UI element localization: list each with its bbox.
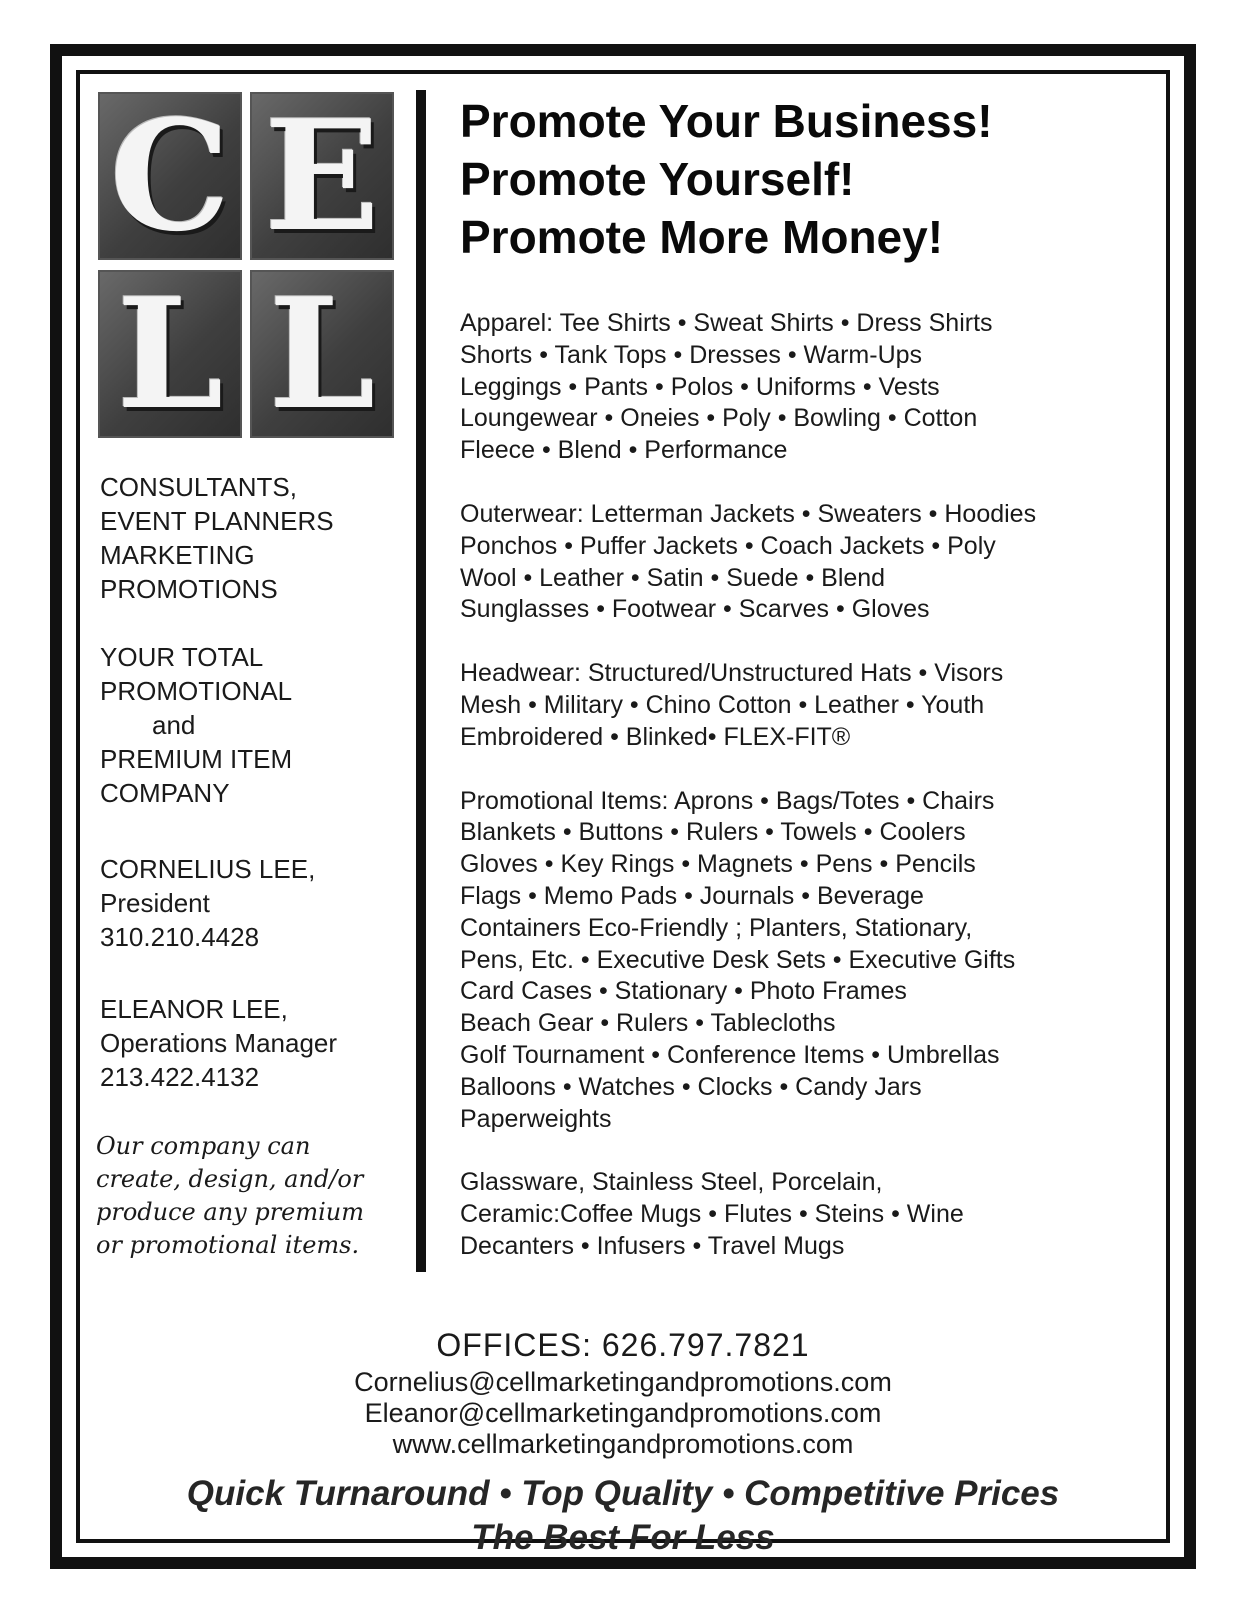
- service-line: CONSULTANTS,: [100, 472, 297, 502]
- cell-logo: [98, 86, 394, 443]
- tagline-line: or promotional items.: [96, 1231, 360, 1259]
- category-line: Sunglasses • Footwear • Scarves • Gloves: [460, 595, 930, 624]
- email-eleanor: Eleanor@cellmarketingandpromotions.com: [364, 1398, 882, 1428]
- contact-eleanor: [100, 992, 410, 1094]
- category-glassware: [460, 1167, 1176, 1262]
- offices-contact: [80, 1325, 1166, 1460]
- category-line: Containers Eco-Friendly ; Planters, Stationary,: [460, 913, 973, 942]
- logo-letter: L: [116, 264, 224, 443]
- contact-phone: 310.210.4428: [100, 922, 260, 952]
- category-line: Wool • Leather • Satin • Suede • Blend: [460, 563, 886, 592]
- slogan-line: Quick Turnaround • Top Quality • Competitive Prices: [186, 1474, 1060, 1513]
- logo-tile: [250, 86, 394, 265]
- logo-tile: [98, 86, 242, 265]
- company-line: PROMOTIONAL: [100, 676, 293, 706]
- category-line: Card Cases • Stationary • Photo Frames: [460, 977, 907, 1006]
- headline-line: Promote More Money!: [460, 211, 944, 263]
- company-line: and: [152, 710, 196, 740]
- slogan-line: The Best For Less: [471, 1518, 775, 1557]
- category-line: Beach Gear • Rulers • Tablecloths: [460, 1009, 836, 1038]
- services-list: [100, 470, 410, 606]
- category-line: Glassware, Stainless Steel, Porcelain,: [460, 1168, 883, 1197]
- offices-phone: OFFICES: 626.797.7821: [436, 1327, 810, 1363]
- category-line: Shorts • Tank Tops • Dresses • Warm-Ups: [460, 340, 923, 369]
- category-line: Embroidered • Blinked• FLEX-FIT®: [460, 722, 851, 751]
- category-line: Pens, Etc. • Executive Desk Sets • Executive Gifts: [460, 945, 1016, 974]
- headline: [460, 92, 1180, 266]
- category-line: Decanters • Infusers • Travel Mugs: [460, 1231, 845, 1260]
- service-line: MARKETING: [100, 540, 255, 570]
- contact-name: ELEANOR LEE,: [100, 994, 288, 1024]
- category-line: Gloves • Key Rings • Magnets • Pens • Pencils: [460, 850, 976, 879]
- category-line: Blankets • Buttons • Rulers • Towels • Coolers: [460, 818, 966, 847]
- company-line: COMPANY: [100, 778, 230, 808]
- logo-tile: [98, 264, 242, 443]
- product-categories: [460, 308, 1176, 1295]
- company-tagline: [96, 1130, 406, 1262]
- category-line: Paperweights: [460, 1104, 612, 1133]
- category-line: Ceramic:Coffee Mugs • Flutes • Steins • Wine: [460, 1200, 964, 1229]
- headline-line: Promote Yourself!: [460, 153, 855, 205]
- website: www.cellmarketingandpromotions.com: [392, 1429, 854, 1459]
- vertical-divider: [416, 90, 426, 1272]
- category-line: Fleece • Blend • Performance: [460, 436, 788, 465]
- company-description: [100, 640, 410, 810]
- logo-tile: [250, 264, 394, 443]
- category-line: Promotional Items: Aprons • Bags/Totes • Chairs: [460, 786, 995, 815]
- contact-title: Operations Manager: [100, 1028, 338, 1058]
- contact-name: CORNELIUS LEE,: [100, 854, 316, 884]
- slogan: [80, 1472, 1166, 1560]
- tagline-line: produce any premium: [96, 1198, 365, 1226]
- logo-letter: L: [268, 264, 376, 443]
- contact-cornelius: [100, 852, 410, 954]
- category-line: Outerwear: Letterman Jackets • Sweaters • Hoodies: [460, 499, 1037, 528]
- category-outerwear: [460, 499, 1176, 626]
- tagline-line: Our company can: [96, 1132, 311, 1160]
- category-apparel: [460, 308, 1176, 467]
- headline-line: Promote Your Business!: [460, 95, 993, 147]
- service-line: EVENT PLANNERS: [100, 506, 334, 536]
- category-line: Loungewear • Oneies • Poly • Bowling • Cotton: [460, 404, 978, 433]
- logo-letter: E: [264, 86, 380, 265]
- category-line: Ponchos • Puffer Jackets • Coach Jackets • Poly: [460, 531, 996, 560]
- tagline-line: create, design, and/or: [96, 1165, 364, 1193]
- logo-letter: C: [109, 86, 231, 265]
- service-line: PROMOTIONS: [100, 574, 278, 604]
- category-headwear: [460, 658, 1176, 753]
- category-line: Golf Tournament • Conference Items • Umbrellas: [460, 1040, 1000, 1069]
- category-line: Headwear: Structured/Unstructured Hats • Visors: [460, 659, 1004, 688]
- category-promotional-items: [460, 786, 1176, 1136]
- category-line: Balloons • Watches • Clocks • Candy Jars: [460, 1072, 922, 1101]
- category-line: Apparel: Tee Shirts • Sweat Shirts • Dress Shirts: [460, 309, 993, 337]
- email-cornelius: Cornelius@cellmarketingandpromotions.com: [354, 1367, 892, 1397]
- contact-phone: 213.422.4132: [100, 1062, 260, 1092]
- category-line: Leggings • Pants • Polos • Uniforms • Vests: [460, 372, 940, 401]
- category-line: Mesh • Military • Chino Cotton • Leather • Youth: [460, 690, 985, 719]
- category-line: Flags • Memo Pads • Journals • Beverage: [460, 881, 924, 910]
- company-line: YOUR TOTAL: [100, 642, 264, 672]
- contact-title: President: [100, 888, 210, 918]
- company-line: PREMIUM ITEM: [100, 744, 293, 774]
